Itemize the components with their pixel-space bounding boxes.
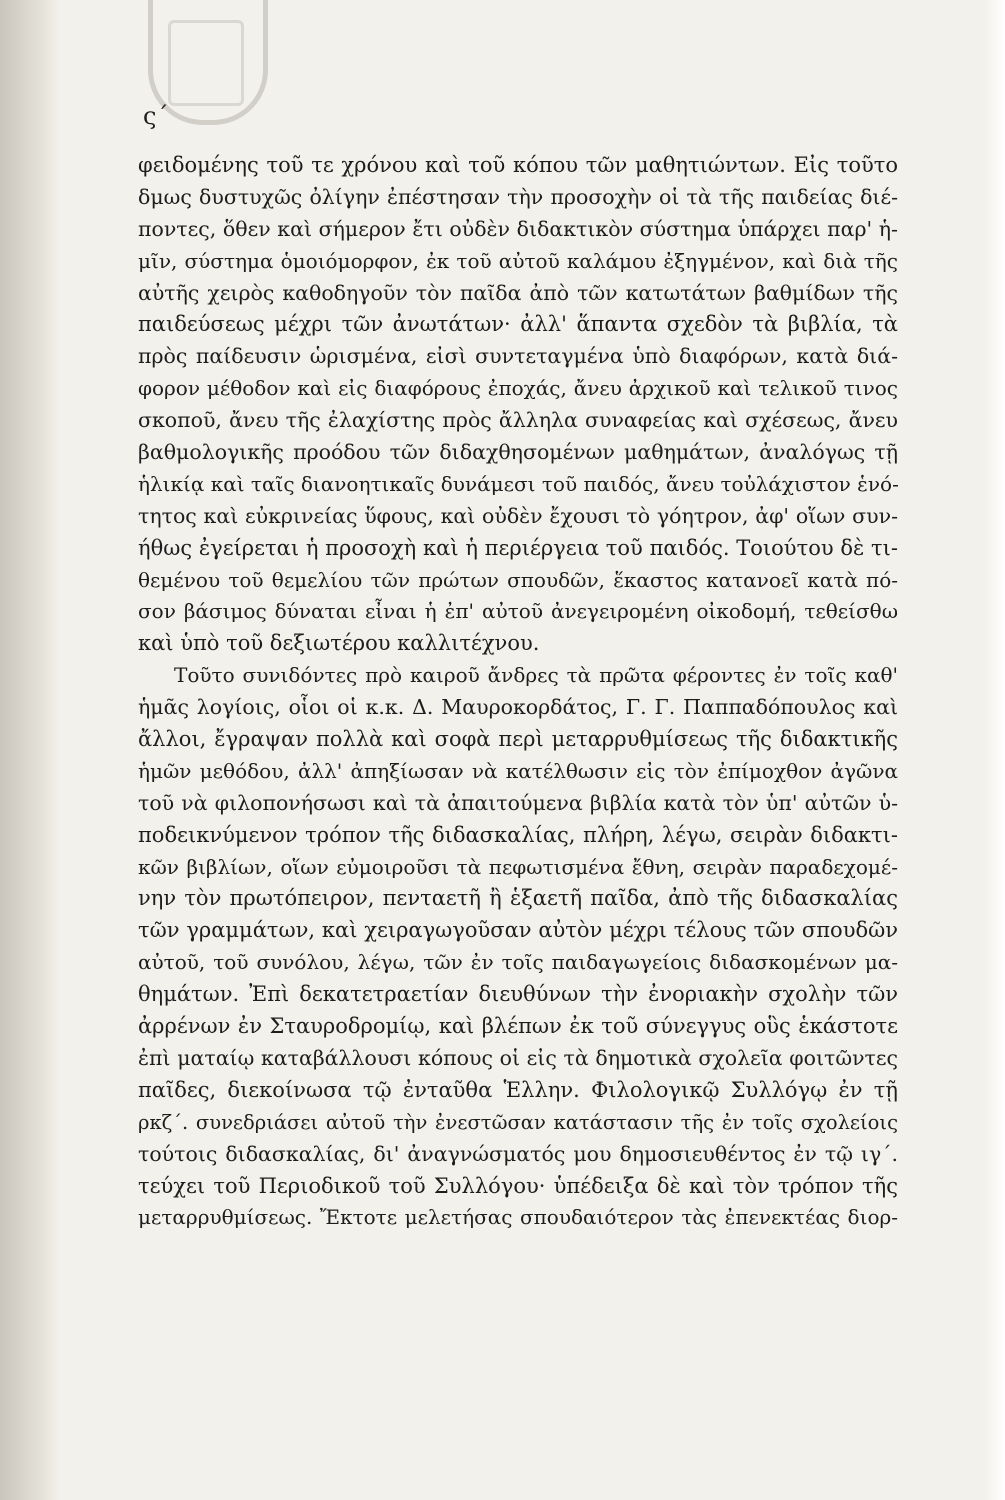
text-line: μεταρρυθμίσεως. Ἔκτοτε μελετήσας σπουδαιότερον τὰς ἐπενεκτέας διορ- bbox=[138, 1205, 898, 1230]
text-line: σκοποῦ, ἄνευ τῆς ἐλαχίστης πρὸς ἄλληλα συναφείας καὶ σχέσεως, ἄνευ bbox=[138, 408, 898, 433]
text-line: τεύχει τοῦ Περιοδικοῦ τοῦ Συλλόγου· ὑπέδειξα δὲ καὶ τὸν τρόπον τῆς bbox=[138, 1173, 898, 1198]
text-line: θημάτων. Ἐπὶ δεκατετραετίαν διευθύνων τὴν ἐνοριακὴν σχολὴν τῶν bbox=[138, 982, 898, 1007]
text-line: θεμένου τοῦ θεμελίου τῶν πρώτων σπουδῶν, ἕκαστος κατανοεῖ κατὰ πό- bbox=[138, 567, 898, 592]
text-line: ἀρρένων ἐν Σταυροδρομίῳ, καὶ βλέπων ἐκ τοῦ σύνεγγυς οὓς ἑκάστοτε bbox=[138, 1014, 898, 1039]
text-line: ποδεικνύμενον τρόπον τῆς διδασκαλίας, πλήρη, λέγω, σειρὰν διδακτι- bbox=[138, 822, 898, 847]
text-line: βαθμολογικῆς προόδου τῶν διδαχθησομένων μαθημάτων, ἀναλόγως τῇ bbox=[138, 440, 898, 465]
body-text bbox=[138, 150, 898, 1234]
text-line: νην τὸν πρωτόπειρον, πενταετῆ ἢ ἑξαετῆ παῖδα, ἀπὸ τῆς διδασκαλίας bbox=[138, 886, 898, 911]
text-line: τῶν γραμμάτων, καὶ χειραγωγοῦσαν αὐτὸν μέχρι τέλους τῶν σπουδῶν bbox=[138, 918, 898, 943]
text-line: τητος καὶ εὐκρινείας ὕφους, καὶ οὐδὲν ἔχουσι τὸ γόητρον, ἀφ' οἵων συν- bbox=[138, 503, 898, 528]
text-line: κῶν βιβλίων, οἵων εὐμοιροῦσι τὰ πεφωτισμένα ἔθνη, σειρὰν παραδεχομέ- bbox=[138, 854, 898, 879]
text-line: ἡμῶν μεθόδου, ἀλλ' ἀπηξίωσαν νὰ κατέλθωσιν εἰς τὸν ἐπίμοχθον ἀγῶνα bbox=[138, 758, 898, 783]
text-line: ἐπὶ ματαίῳ καταβάλλουσι κόπους οἱ εἰς τὰ δημοτικὰ σχολεῖα φοιτῶντες bbox=[138, 1045, 898, 1070]
text-line: τοῦ νὰ φιλοπονήσωσι καὶ τὰ ἀπαιτούμενα βιβλία κατὰ τὸν ὑπ' αὐτῶν ὑ- bbox=[138, 790, 898, 815]
text-line: σον βάσιμος δύναται εἶναι ἡ ἐπ' αὐτοῦ ἀνεγειρομένη οἰκοδομή, τεθείσθω bbox=[138, 599, 898, 624]
text-line: φορον μέθοδον καὶ εἰς διαφόρους ἐποχάς, ἄνευ ἀρχικοῦ καὶ τελικοῦ τινος bbox=[138, 376, 898, 401]
text-line: φειδομένης τοῦ τε χρόνου καὶ τοῦ κόπου τῶν μαθητιώντων. Εἰς τοῦτο bbox=[138, 153, 898, 177]
text-line: παῖδες, διεκοίνωσα τῷ ἐνταῦθα Ἑλλην. Φιλολογικῷ Συλλόγῳ ἐν τῇ bbox=[138, 1077, 898, 1102]
text-line: μῖν, σύστημα ὁμοιόμορφον, ἐκ τοῦ αὐτοῦ καλάμου ἐξηγμένον, καὶ διὰ τῆς bbox=[138, 248, 898, 273]
text-line: αὐτοῦ, τοῦ συνόλου, λέγω, τῶν ἐν τοῖς παιδαγωγείοις διδασκομένων μα- bbox=[138, 950, 898, 975]
text-line: ἡλικίᾳ καὶ ταῖς διανοητικαῖς δυνάμεσι τοῦ παιδός, ἄνευ τοὐλάχιστον ἑνό- bbox=[138, 471, 899, 496]
text-line: παιδεύσεως μέχρι τῶν ἀνωτάτων· ἀλλ' ἅπαντα σχεδὸν τὰ βιβλία, τὰ bbox=[138, 312, 898, 337]
text-line: ἄλλοι, ἔγραψαν πολλὰ καὶ σοφὰ περὶ μεταρρυθμίσεως τῆς διδακτικῆς bbox=[138, 727, 898, 752]
text-line: ρκζ΄. συνεδριάσει αὐτοῦ τὴν ἐνεστῶσαν κατάστασιν τῆς ἐν τοῖς σχολείοις bbox=[138, 1110, 898, 1134]
text-line: τούτοις διδασκαλίας, δι' ἀναγνώσματός μου δημοσιευθέντος ἐν τῷ ιγ΄. bbox=[138, 1141, 898, 1166]
text-line: δμως δυστυχῶς ὀλίγην ἐπέστησαν τὴν προσοχὴν οἱ τὰ τῆς παιδείας διέ- bbox=[138, 184, 898, 209]
page-number: ς΄ bbox=[143, 102, 169, 130]
paragraph-start-line: Τοῦτο συνιδόντες πρὸ καιροῦ ἄνδρες τὰ πρῶτα φέροντες ἐν τοῖς καθ' bbox=[174, 663, 898, 688]
text-line: αὐτῆς χειρὸς καθοδηγοῦν τὸν παῖδα ἀπὸ τῶν κατωτάτων βαθμίδων τῆς bbox=[138, 280, 898, 305]
text-line: ποντες, ὅθεν καὶ σήμερον ἔτι οὐδὲν διδακτικὸν σύστημα ὑπάρχει παρ' ἡ- bbox=[138, 216, 898, 241]
text-line: ἡμᾶς λογίοις, οἷοι οἱ κ.κ. Δ. Μαυροκορδάτος, Γ. Γ. Παππαδόπουλος καὶ bbox=[138, 695, 898, 720]
library-stamp-mark bbox=[168, 20, 244, 106]
text-line: πρὸς παίδευσιν ὡρισμένα, εἰσὶ συντεταγμένα ὑπὸ διαφόρων, κατὰ διά- bbox=[138, 344, 898, 369]
text-line: ήθως ἐγείρεται ἡ προσοχὴ καὶ ἡ περιέργεια τοῦ παιδός. Τοιούτου δὲ τι- bbox=[138, 535, 898, 560]
text-line: καὶ ὑπὸ τοῦ δεξιωτέρου καλλιτέχνου. bbox=[138, 631, 540, 656]
